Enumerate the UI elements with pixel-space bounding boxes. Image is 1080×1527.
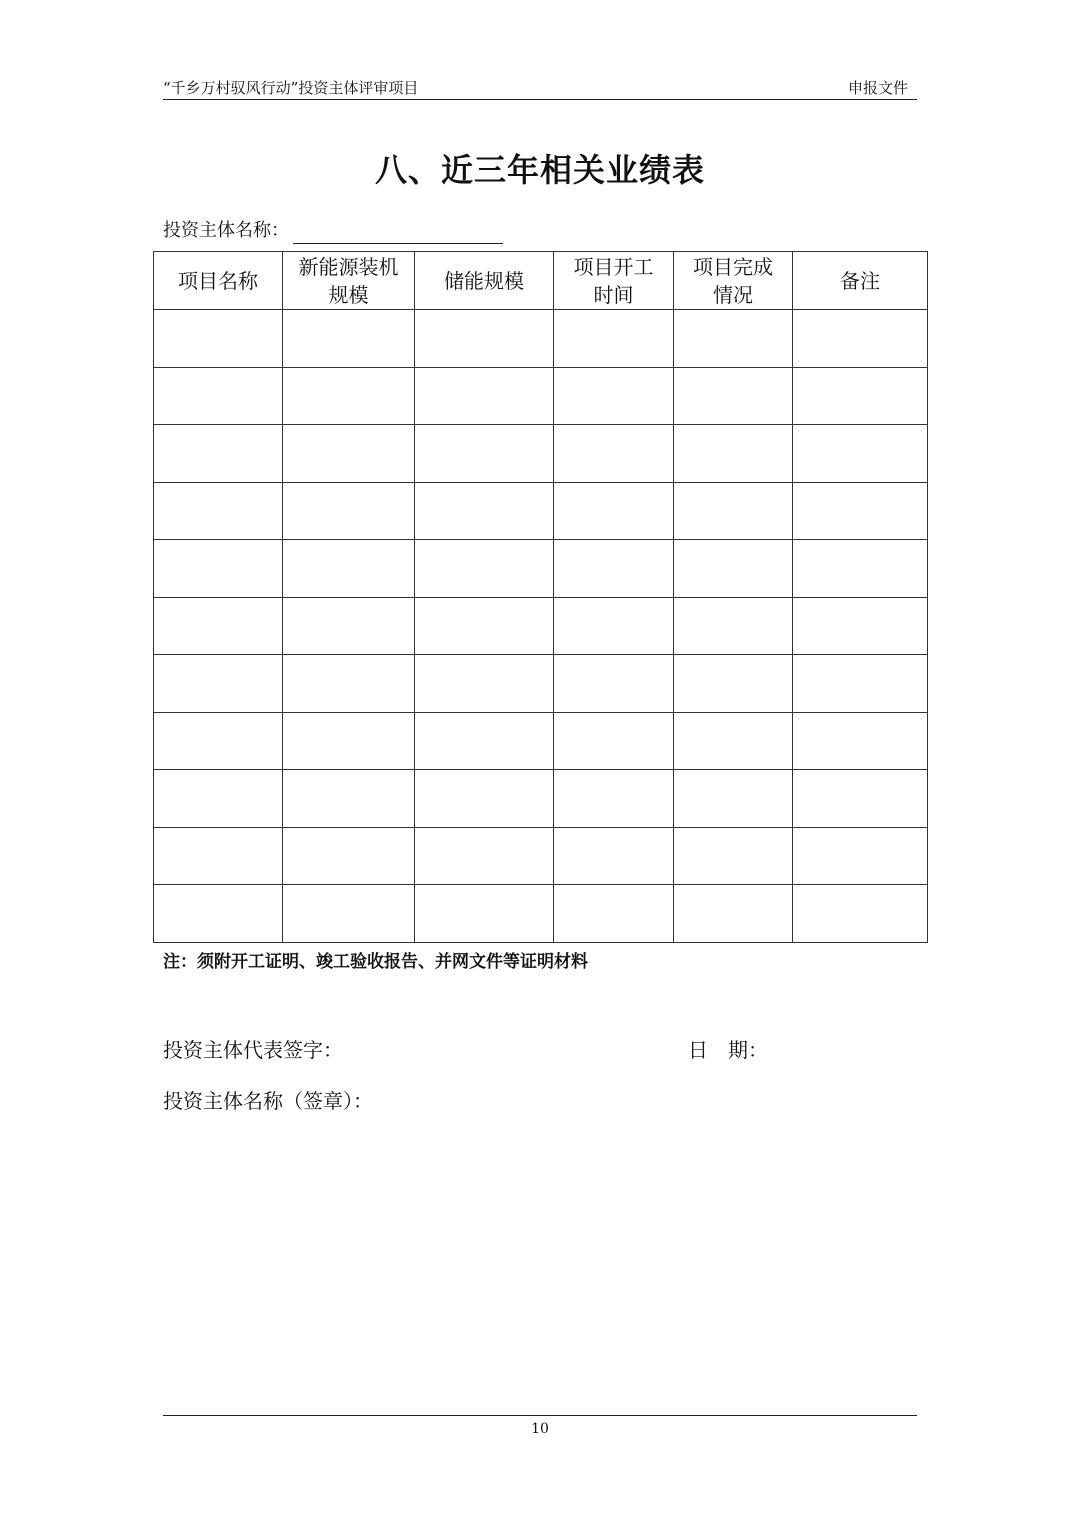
table-cell-completion-status[interactable] (674, 540, 793, 598)
table-cell-start-time[interactable] (554, 827, 674, 885)
date-label: 日 期： (688, 1038, 768, 1062)
header-project-title: “千乡万村驭风行动”投资主体评审项目 (163, 79, 419, 97)
header-line: 时间 (593, 282, 634, 307)
table-cell-project-name[interactable] (154, 655, 283, 713)
table-cell-storage-capacity[interactable] (415, 540, 554, 598)
table-cell-remarks[interactable] (793, 425, 928, 483)
table-row (154, 540, 928, 598)
table-note: 注：须附开工证明、竣工验收报告、并网文件等证明材料 (163, 952, 588, 972)
table-cell-renewable-capacity[interactable] (283, 885, 415, 943)
table-cell-start-time[interactable] (554, 425, 674, 483)
table-cell-completion-status[interactable] (674, 425, 793, 483)
table-row (154, 425, 928, 483)
table-cell-project-name[interactable] (154, 367, 283, 425)
table-row (154, 597, 928, 655)
page-number: 10 (531, 1421, 549, 1437)
header-line: 新能源装机 (298, 254, 399, 279)
header-line: 备注 (840, 268, 880, 293)
table-cell-renewable-capacity[interactable] (283, 597, 415, 655)
table-cell-start-time[interactable] (554, 597, 674, 655)
investor-name-blank (293, 223, 503, 244)
table-cell-storage-capacity[interactable] (415, 885, 554, 943)
table-cell-completion-status[interactable] (674, 482, 793, 540)
table-cell-project-name[interactable] (154, 712, 283, 770)
table-cell-start-time[interactable] (554, 655, 674, 713)
table-cell-project-name[interactable] (154, 885, 283, 943)
column-header-project-name (154, 252, 283, 310)
table-cell-renewable-capacity[interactable] (283, 712, 415, 770)
table-cell-renewable-capacity[interactable] (283, 367, 415, 425)
table-cell-remarks[interactable] (793, 482, 928, 540)
header-line: 情况 (713, 282, 753, 307)
header-document-type: 申报文件 (847, 79, 908, 97)
header-line: 规模 (328, 282, 369, 307)
table-cell-start-time[interactable] (554, 310, 674, 368)
table-cell-start-time[interactable] (554, 770, 674, 828)
column-header-remarks (793, 252, 928, 310)
table-cell-renewable-capacity[interactable] (283, 655, 415, 713)
table-cell-storage-capacity[interactable] (415, 367, 554, 425)
table-cell-completion-status[interactable] (674, 712, 793, 770)
table-header-row (154, 252, 928, 310)
table-cell-project-name[interactable] (154, 827, 283, 885)
table-cell-renewable-capacity[interactable] (283, 425, 415, 483)
table-cell-renewable-capacity[interactable] (283, 540, 415, 598)
performance-table (153, 251, 928, 943)
table-cell-start-time[interactable] (554, 885, 674, 943)
table-cell-project-name[interactable] (154, 310, 283, 368)
table-cell-remarks[interactable] (793, 655, 928, 713)
table-row (154, 310, 928, 368)
table-cell-completion-status[interactable] (674, 597, 793, 655)
table-cell-remarks[interactable] (793, 310, 928, 368)
representative-signature-label: 投资主体代表签字： (163, 1038, 343, 1062)
table-cell-storage-capacity[interactable] (415, 482, 554, 540)
table-cell-remarks[interactable] (793, 770, 928, 828)
table-row (154, 482, 928, 540)
table-cell-remarks[interactable] (793, 540, 928, 598)
table-cell-storage-capacity[interactable] (415, 655, 554, 713)
table-cell-start-time[interactable] (554, 367, 674, 425)
table-cell-storage-capacity[interactable] (415, 310, 554, 368)
investor-name-label: 投资主体名称： (163, 220, 289, 241)
table-cell-completion-status[interactable] (674, 655, 793, 713)
table-row (154, 712, 928, 770)
header-line: 储能规模 (444, 268, 524, 293)
table-cell-project-name[interactable] (154, 540, 283, 598)
table-cell-storage-capacity[interactable] (415, 827, 554, 885)
table-cell-project-name[interactable] (154, 597, 283, 655)
table-cell-completion-status[interactable] (674, 827, 793, 885)
table-cell-renewable-capacity[interactable] (283, 770, 415, 828)
page-title: 八、近三年相关业绩表 (374, 151, 705, 189)
table-row (154, 827, 928, 885)
table-cell-project-name[interactable] (154, 482, 283, 540)
table-cell-completion-status[interactable] (674, 885, 793, 943)
table-cell-storage-capacity[interactable] (415, 425, 554, 483)
column-header-completion-status (674, 252, 793, 310)
footer-rule (163, 1415, 917, 1416)
table-body (154, 310, 928, 943)
table-row (154, 655, 928, 713)
table-cell-start-time[interactable] (554, 482, 674, 540)
table-cell-remarks[interactable] (793, 827, 928, 885)
investor-name-line (163, 218, 503, 244)
table-row (154, 885, 928, 943)
table-cell-storage-capacity[interactable] (415, 770, 554, 828)
header-line: 项目名称 (178, 268, 258, 293)
column-header-storage-capacity (415, 252, 554, 310)
table-cell-completion-status[interactable] (674, 310, 793, 368)
table-cell-remarks[interactable] (793, 597, 928, 655)
table-cell-storage-capacity[interactable] (415, 712, 554, 770)
table-cell-start-time[interactable] (554, 712, 674, 770)
table-cell-renewable-capacity[interactable] (283, 827, 415, 885)
column-header-start-time (554, 252, 674, 310)
name-seal-label: 投资主体名称（签章）： (163, 1089, 373, 1113)
header-rule (163, 99, 917, 100)
table-cell-renewable-capacity[interactable] (283, 310, 415, 368)
table-cell-remarks[interactable] (793, 885, 928, 943)
table-cell-project-name[interactable] (154, 770, 283, 828)
table-cell-start-time[interactable] (554, 540, 674, 598)
table-cell-completion-status[interactable] (674, 770, 793, 828)
table-cell-completion-status[interactable] (674, 367, 793, 425)
table-cell-project-name[interactable] (154, 425, 283, 483)
header-line: 项目完成 (693, 254, 773, 279)
table-cell-remarks[interactable] (793, 712, 928, 770)
table-row (154, 770, 928, 828)
header-line: 项目开工 (573, 254, 654, 279)
table-cell-storage-capacity[interactable] (415, 597, 554, 655)
column-header-renewable-capacity (283, 252, 415, 310)
table-cell-renewable-capacity[interactable] (283, 482, 415, 540)
table-row (154, 367, 928, 425)
table-cell-remarks[interactable] (793, 367, 928, 425)
